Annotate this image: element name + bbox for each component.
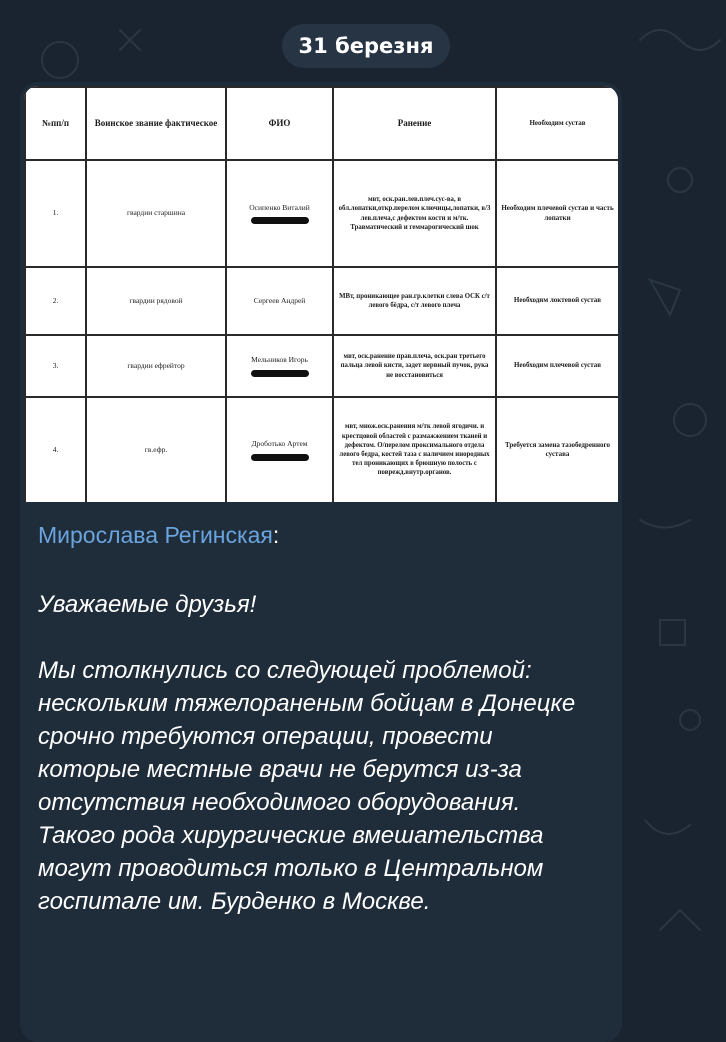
date-separator bbox=[282, 24, 450, 68]
row-need: Необходим плечевой сустав и часть лопатки bbox=[496, 160, 618, 267]
table-row bbox=[25, 397, 618, 502]
row-name-cell bbox=[226, 160, 333, 267]
attached-photo[interactable] bbox=[24, 86, 618, 502]
redaction-mark bbox=[251, 217, 309, 224]
header-wound: Ранение bbox=[333, 87, 496, 160]
date-label: 31 березня bbox=[298, 34, 434, 58]
author-colon: : bbox=[272, 522, 280, 548]
row-wound: МВт, проникающее ран.гр.клетки слева ОСК с/т левого бёдра, с/т левого плеча bbox=[333, 267, 496, 335]
author-name[interactable]: Мирослава Регинская bbox=[38, 522, 273, 548]
row-name: Сергеев Андрей bbox=[226, 267, 333, 335]
row-wound: мвт, оск.ран.лев.плеч.сус-ва, в обл.лопатки,откр.перелом ключицы,лопатки, в/3 лев.плеча,с дефектом кости и м/тк. Травматический и геммарогический шок bbox=[333, 160, 496, 267]
row-name: Осипенко Виталий bbox=[249, 202, 310, 212]
row-need: Необходим плечевой сустав bbox=[496, 335, 618, 397]
redaction-mark bbox=[251, 370, 309, 377]
row-name-cell bbox=[226, 335, 333, 397]
table-row bbox=[25, 335, 618, 397]
row-need: Требуется замена тазобедренного сустава bbox=[496, 397, 618, 502]
row-num: 2. bbox=[25, 267, 86, 335]
row-rank: гвардии рядовой bbox=[86, 267, 226, 335]
header-name: ФИО bbox=[226, 87, 333, 160]
row-name: Дроботько Артем bbox=[251, 439, 308, 449]
table-row bbox=[25, 160, 618, 267]
row-rank: гвардии ефрейтор bbox=[86, 335, 226, 397]
message-text: Уважаемые друзья! Мы столкнулись со следующей проблемой: нескольким тяжелораненым бойцам в Донецке срочно требуются операции, провести которые местные врачи не берутся из-за отсутствия необходимого оборудования. Такого рода хирургические вмешательства могут проводиться только в Центральном госпитале им. Бурденко в Москве. bbox=[38, 591, 576, 915]
row-rank: гвардии старшина bbox=[86, 160, 226, 267]
table-header-row bbox=[25, 87, 618, 160]
row-wound: мвт, оск.ранение прав.плеча, оск.ран третьего пальца левой кисти, задет нервный пучок, рука не восстановиться bbox=[333, 335, 496, 397]
header-rank: Воинское звание фактическое bbox=[86, 87, 226, 160]
row-num: 4. bbox=[25, 397, 86, 502]
row-num: 1. bbox=[25, 160, 86, 267]
row-name-cell bbox=[226, 397, 333, 502]
header-need: Необходим сустав bbox=[496, 87, 618, 160]
message-bubble[interactable] bbox=[20, 82, 622, 1042]
header-num: №пп/п bbox=[25, 87, 86, 160]
row-num: 3. bbox=[25, 335, 86, 397]
row-rank: гв.ефр. bbox=[86, 397, 226, 502]
table-row bbox=[25, 267, 618, 335]
row-name: Мельников Игорь bbox=[251, 355, 308, 365]
wounded-table bbox=[24, 86, 618, 502]
row-wound: мвт, множ.оск.ранения м/тк левой ягодичи. и крестцовой областей с размажжением тканей и дефектом. О/перелом проксимального отдела левого бедра, костей таза с наличием инородных тел проникающих в брюшную полость с поврежд.внутр.органов. bbox=[333, 397, 496, 502]
row-need: Необходим локтевой сустав bbox=[496, 267, 618, 335]
redaction-mark bbox=[251, 454, 309, 461]
forward-author[interactable] bbox=[38, 522, 279, 549]
